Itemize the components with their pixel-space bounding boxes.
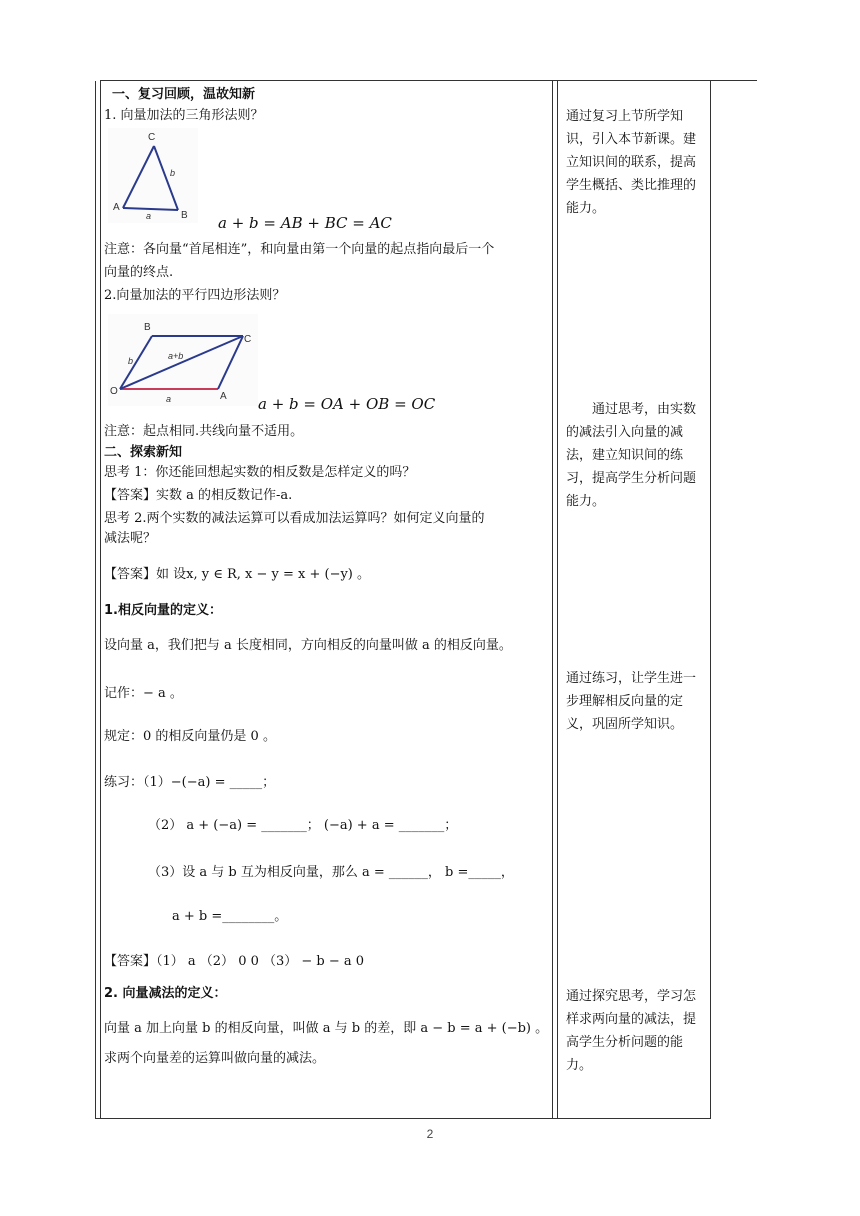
fig1-label-C: C: [148, 132, 156, 143]
note-1b: 向量的终点.: [104, 265, 174, 280]
section2-heading: 二、探索新知: [104, 445, 183, 460]
page-number: 2: [426, 1127, 434, 1141]
def1-rule: 规定：0 的相反向量仍是 0 。: [104, 729, 276, 744]
fig2-label-A: A: [220, 391, 227, 402]
fig1-label-a: a: [146, 211, 152, 221]
think-2b: 减法呢？: [104, 531, 157, 546]
section1-heading: 一、复习回顾，温故知新: [112, 87, 256, 102]
answer-2: 【答案】如 设x, y ∈ R, x − y = x + (−y) 。: [104, 567, 371, 582]
fig1-label-B: B: [181, 210, 188, 221]
fig1-label-b: b: [170, 168, 176, 178]
table-inner-right-border: [552, 81, 553, 1119]
def2-heading: 2. 向量减法的定义：: [104, 986, 227, 1001]
note-1a: 注意：各向量“首尾相连”，和向量由第一个向量的起点指向最后一个: [104, 242, 495, 257]
think-1: 思考 1：你还能回想起实数的相反数是怎样定义的吗？: [104, 465, 416, 480]
formula-triangle: a + b = AB + BC = AC: [218, 214, 392, 232]
def1-notation: 记作：− a 。: [104, 686, 183, 701]
fig2-label-O: O: [110, 386, 118, 397]
exercise-2: （2） a + (−a) = _______； (−a) + a = _______；: [148, 818, 458, 833]
note-subtraction: 通过探究思考，学习怎样求两向量的减法，提高学生分析问题的能力。: [566, 989, 697, 1073]
triangle-rule-figure: [108, 128, 198, 223]
note-review: 通过复习上节所学知识，引入本节新课。建立知识间的联系，提高学生概括、类比推理的能力。: [566, 109, 697, 216]
fig2-label-a-plus-b: a+b: [168, 351, 184, 361]
def2-line2: 求两个向量差的运算叫做向量的减法。: [104, 1051, 326, 1066]
def1-line1: 设向量 a，我们把与 a 长度相同，方向相反的向量叫做 a 的相反向量。: [104, 638, 512, 653]
def1-heading: 1.相反向量的定义：: [104, 603, 222, 618]
fig2-label-b: b: [128, 356, 134, 366]
fig1-label-A: A: [113, 202, 120, 213]
parallelogram-rule-figure: [108, 314, 258, 406]
think-2a: 思考 2.两个实数的减法运算可以看成加法运算吗？如何定义向量的: [104, 511, 485, 526]
def2-line1: 向量 a 加上向量 b 的相反向量，叫做 a 与 b 的差，即 a − b = a + (−b) 。: [104, 1021, 549, 1036]
fig2-label-C: C: [244, 334, 252, 345]
exercise-3: （3）设 a 与 b 互为相反向量，那么 a = ______， b =_____，: [148, 865, 514, 880]
formula-parallelogram: a + b = OA + OB = OC: [258, 395, 436, 413]
table-inner-left-border: [100, 81, 101, 1119]
fig2-label-a: a: [166, 394, 172, 404]
exercise-answer: 【答案】（1） a （2） 0 0 （3） − b − a 0: [104, 954, 365, 969]
note-thinking: 通过思考，由实数的减法引入向量的减法，建立知识间的练习，提高学生分析问题能力。: [566, 402, 697, 509]
column-divider: [557, 81, 558, 1119]
question-1: 1. 向量加法的三角形法则？: [104, 108, 264, 123]
answer-1: 【答案】实数 a 的相反数记作-a.: [104, 488, 293, 503]
fig2-label-B: B: [144, 322, 151, 333]
exercise-1: 练习：（1）−(−a) = _____；: [104, 775, 276, 790]
exercise-3b: a + b =________。: [172, 909, 288, 924]
question-2: 2.向量加法的平行四边形法则？: [104, 288, 286, 303]
note-2: 注意：起点相同.共线向量不适用。: [104, 424, 304, 439]
note-practice: 通过练习，让学生进一步理解相反向量的定义，巩固所学知识。: [566, 671, 697, 732]
